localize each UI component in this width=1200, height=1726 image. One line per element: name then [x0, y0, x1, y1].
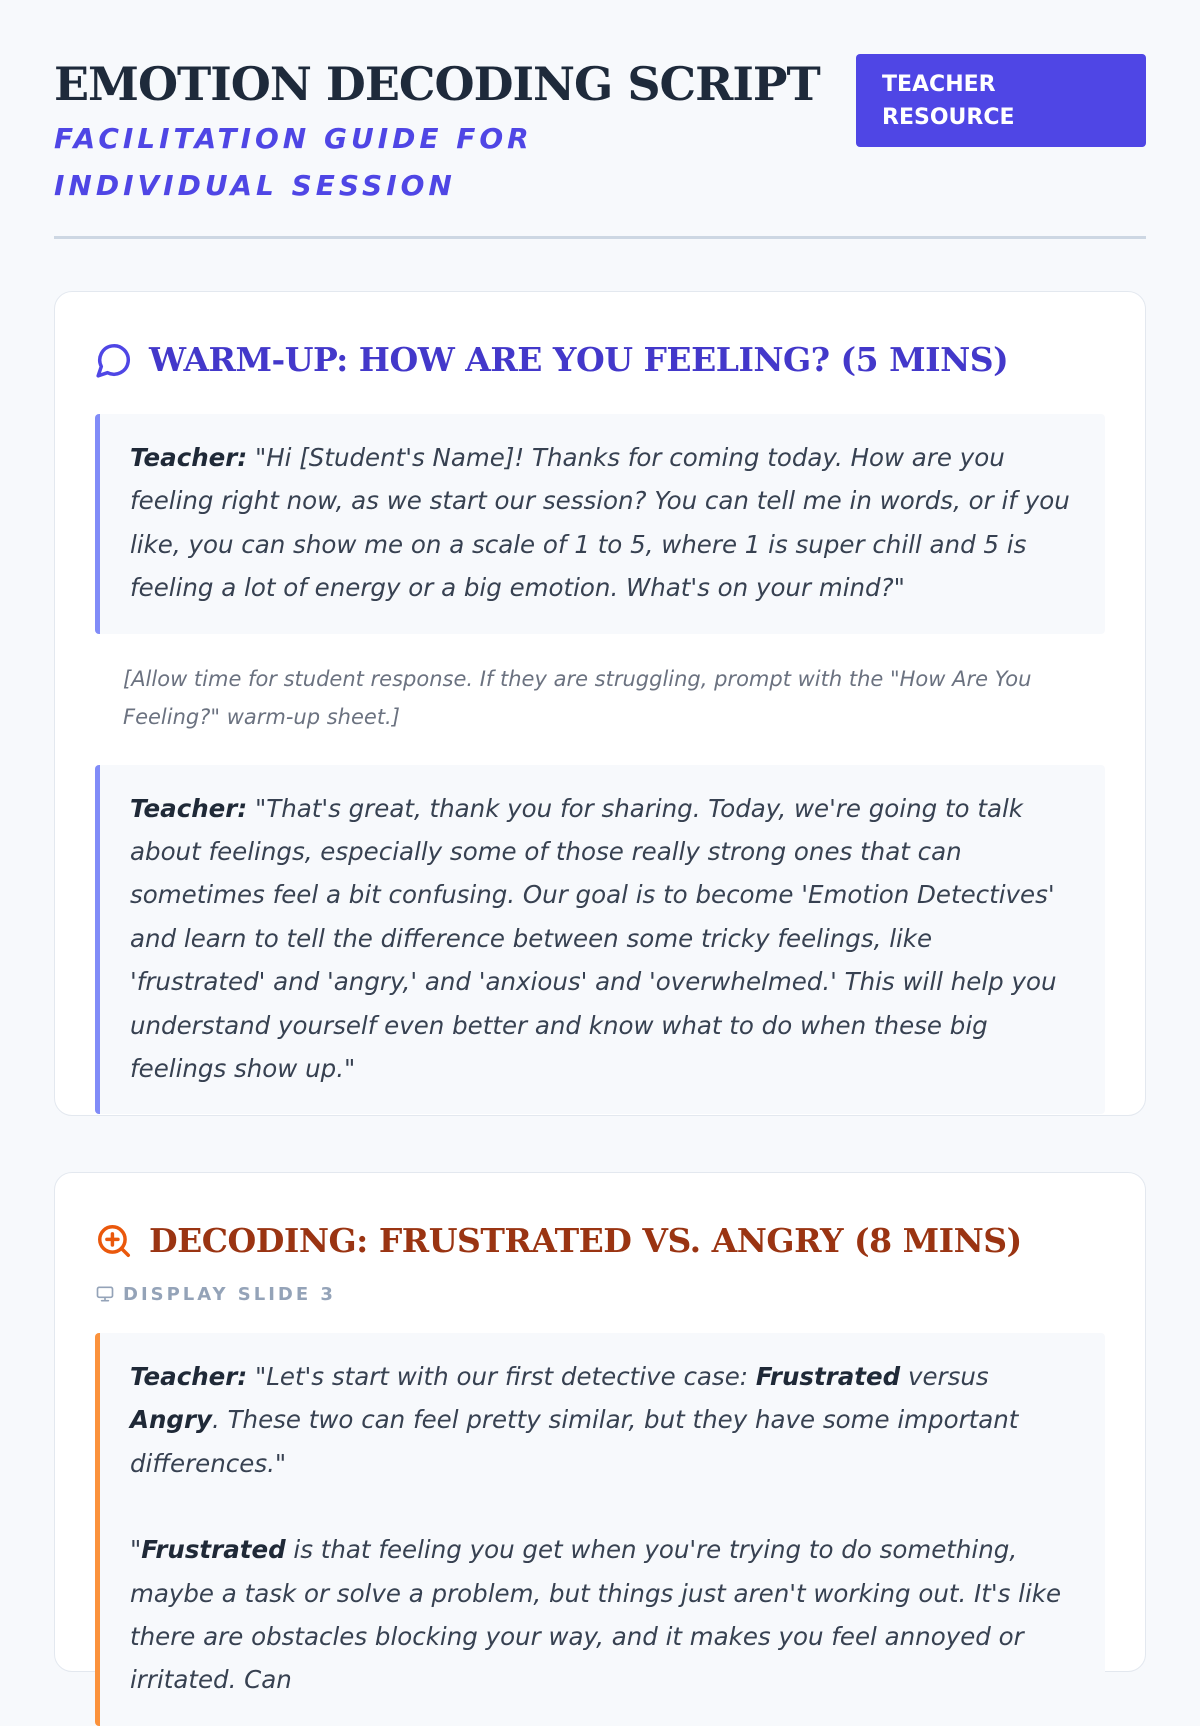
teacher-script-block: [95, 414, 1105, 634]
script-text: versus: [900, 1362, 989, 1391]
slide-reference: [95, 1281, 1105, 1307]
document-title: EMOTION DECODING SCRIPT: [54, 57, 820, 111]
decoding-section-heading: [95, 1219, 1105, 1263]
emotion-term: Frustrated: [141, 1535, 286, 1565]
magnifier-plus-icon: [95, 1222, 133, 1260]
paragraph-gap: [130, 1485, 1075, 1528]
decoding-section-title: DECODING: FRUSTRATED VS. ANGRY (8 MINS): [149, 1221, 1022, 1260]
document-subtitle: FACILITATION GUIDE FOR INDIVIDUAL SESSION: [54, 122, 533, 202]
speaker-label: Teacher:: [130, 793, 248, 823]
script-text: "Hi [Student's Name]! Thanks for coming today. How are you feeling right now, as we start our session? You can tell me in words, or if you like, you can show me on a scale of 1 to 5, where 1 is super chill and 5 is feeling a lot of energy or a big emotion. What's on your mind?": [130, 443, 1070, 603]
warm-up-section-card: [54, 291, 1146, 1116]
emotion-term: Frustrated: [755, 1362, 901, 1391]
script-text: "Let's start with our first detective case:: [247, 1362, 756, 1391]
warm-up-section-heading: [95, 338, 1105, 382]
monitor-icon: [95, 1284, 115, 1304]
script-text: ": [130, 1535, 142, 1565]
teacher-script-block: [95, 765, 1105, 1115]
warm-up-section-title: WARM-UP: HOW ARE YOU FEELING? (5 MINS): [149, 340, 1009, 379]
document-header: [54, 0, 1146, 239]
facilitator-note: [Allow time for student response. If they are struggling, prompt with the "How Are You Feeling?" warm-up sheet.]: [123, 666, 1032, 730]
decoding-section-card: [54, 1172, 1146, 1695]
teacher-resource-badge: TEACHER RESOURCE: [856, 54, 1146, 147]
speech-bubble-icon: [95, 341, 133, 379]
teacher-script-block: [95, 1333, 1105, 1726]
script-text: is that feeling you get when you're trying to do something, maybe a task or solve a problem, but things just aren't working out. It's like there are obstacles blocking your way, and it makes you feel annoyed or irritated. Can: [130, 1535, 1062, 1695]
emotion-term: Angry: [130, 1405, 212, 1435]
script-text: . These two can feel pretty similar, but they have some important differences.": [130, 1405, 1019, 1478]
script-text: "That's great, thank you for sharing. Today, we're going to talk about feelings, especially some of those really strong ones that can sometimes feel a bit confusing. Our goal is to become 'Emotion Detectives' and learn to tell the difference between some tricky feelings, like 'frustrated' and 'angry,' and 'anxious' and 'overwhelmed.' This will help you understand yourself even better and know what to do when these big feelings show up.": [130, 793, 1057, 1084]
speaker-label: Teacher:: [130, 443, 248, 472]
slide-reference-label: DISPLAY SLIDE 3: [123, 1283, 336, 1305]
speaker-label: Teacher:: [130, 1362, 248, 1391]
